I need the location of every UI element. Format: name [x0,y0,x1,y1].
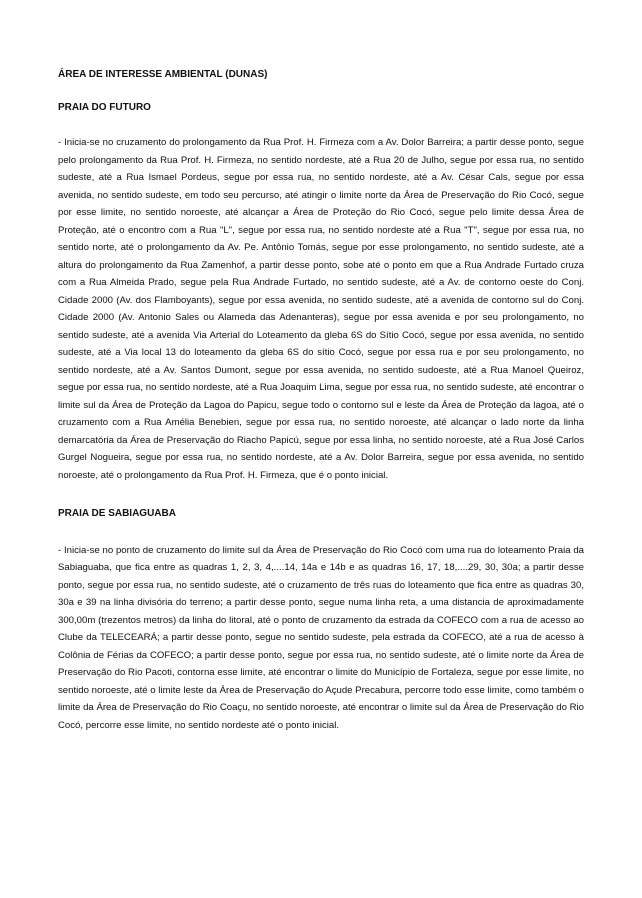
section-heading-praia-de-sabiaguaba: PRAIA DE SABIAGUABA [58,508,176,519]
section-heading-praia-do-futuro: PRAIA DO FUTURO [58,101,151,113]
section-text-praia-de-sabiaguaba: - Inicia-se no ponto de cruzamento do limite sul da Área de Preservação do Rio Cocó com uma rua do loteamento Praia da Sabiaguaba, que fica entre as quadras 1, 2, 3, 4,....14, 14a e 14b e as quadras 16, 17, 18,....29, 30, 30a; a partir desse ponto, segue por essa rua, no sentido sudeste, até o cruzamento de três ruas do loteamento que fica entre as quadras 30, 30a e 39 na linha divisória do terreno; a partir desse ponto, segue numa linha reta, a uma distancia de aproximadamente 300,00m (trezentos metros) da linha do litoral, até o ponto de cruzamento da estrada da COFECO com a rua de acesso ao Clube da TELECEARÁ; a partir desse ponto, segue no sentido sudeste, pela estrada da COFECO, até a rua de acesso à Colônia de Férias da COFECO; a partir desse ponto, segue por essa rua, no sentido sudeste, até o limite norte da Área de Preservação do Rio Pacoti, contorna esse limite, até encontrar o limite do Município de Fortaleza, segue por esse limite, no sentido noroeste, até o limite leste da Área de Preservação do Açude Precabura, percorre todo esse limite, como também o limite da Área de Preservação do Rio Coaçu, no sentido noroeste, até encontrar o limite sul da Área de Preservação do Rio Cocó, percorre esse limite, no sentido nordeste até o ponto inicial. [58,544,584,731]
document-page [58,66,584,734]
document-title: ÁREA DE INTERESSE AMBIENTAL (DUNAS) [58,69,268,80]
section-text-praia-do-futuro: - Inicia-se no cruzamento do prolongamento da Rua Prof. H. Firmeza com a Av. Dolor Barreira; a partir desse ponto, segue pelo prolongamento da Rua Prof. H. Firmeza, no sentido nordeste, até a Rua 20 de Julho, segue por essa rua, no sentido sudeste, até a Rua Ismael Pordeus, segue por essa rua, no sentido nordeste, até a Av. César Cals, segue por essa avenida, no sentido sudeste, em todo seu percurso, até atingir o limite norte da Área de Preservação do Rio Cocó, segue por esse limite, no sentido noroeste, até alcançar a Área de Proteção do Rio Cocó, segue pelo limite dessa Área de Proteção, até o encontro com a Rua "L", segue por essa rua, no sentido nordeste até a Rua "T", segue por essa rua, no sentido norte, até o prolongamento da Av. Pe. Antônio Tomás, segue por esse prolongamento, no sentido sudeste, até a altura do prolongamento da Rua Zamenhof, a partir desse ponto, sobe até o ponto em que a Rua Andrade Furtado cruza com a Rua Almeida Prado, segue pela Rua Andrade Furtado, no sentido sudeste, até a Av. de contorno oeste do Conj. Cidade 2000 (Av. dos Flamboyants), segue por essa avenida, no sentido sudeste, até a avenida de contorno sul do Conj. Cidade 2000 (Av. Antonio Sales ou Alameda das Adenanteras), segue por essa avenida e por seu prolongamento, no sentido sudeste, até a avenida Via Arterial do Loteamento da gleba 6S do Sítio Cocó, segue por essa avenida, no sentido sudeste, até a Via local 13 do loteamento da gleba 6S do sítio Cocó, segue por essa rua e por seu prolongamento, no sentido nordeste, até a Av. Santos Dumont, segue por essa avenida, no sentido sudoeste, até a Rua Manoel Queiroz, segue por essa rua, no sentido nordeste, até a Rua Joaquim Lima, segue por essa rua, no sentido sudeste, até encontrar o limite sul da Área de Proteção da Lagoa do Papicu, segue todo o contorno sul e leste da Área de Proteção da lagoa, até o cruzamento com a Rua Amélia Benebien, segue por essa rua, no sentido noroeste, até alcançar o lado norte da linha demarcatória da Área de Preservação do Riacho Papicú, segue por essa linha, no sentido noroeste, até a Rua José Carlos Gurgel Nogueira, segue por essa rua, no sentido nordeste, até a Av. Dolor Barreira, segue por essa avenida, no sentido noroeste, até o prolongamento da Rua Prof. H. Firmeza, que é o ponto inicial. [58,137,584,481]
